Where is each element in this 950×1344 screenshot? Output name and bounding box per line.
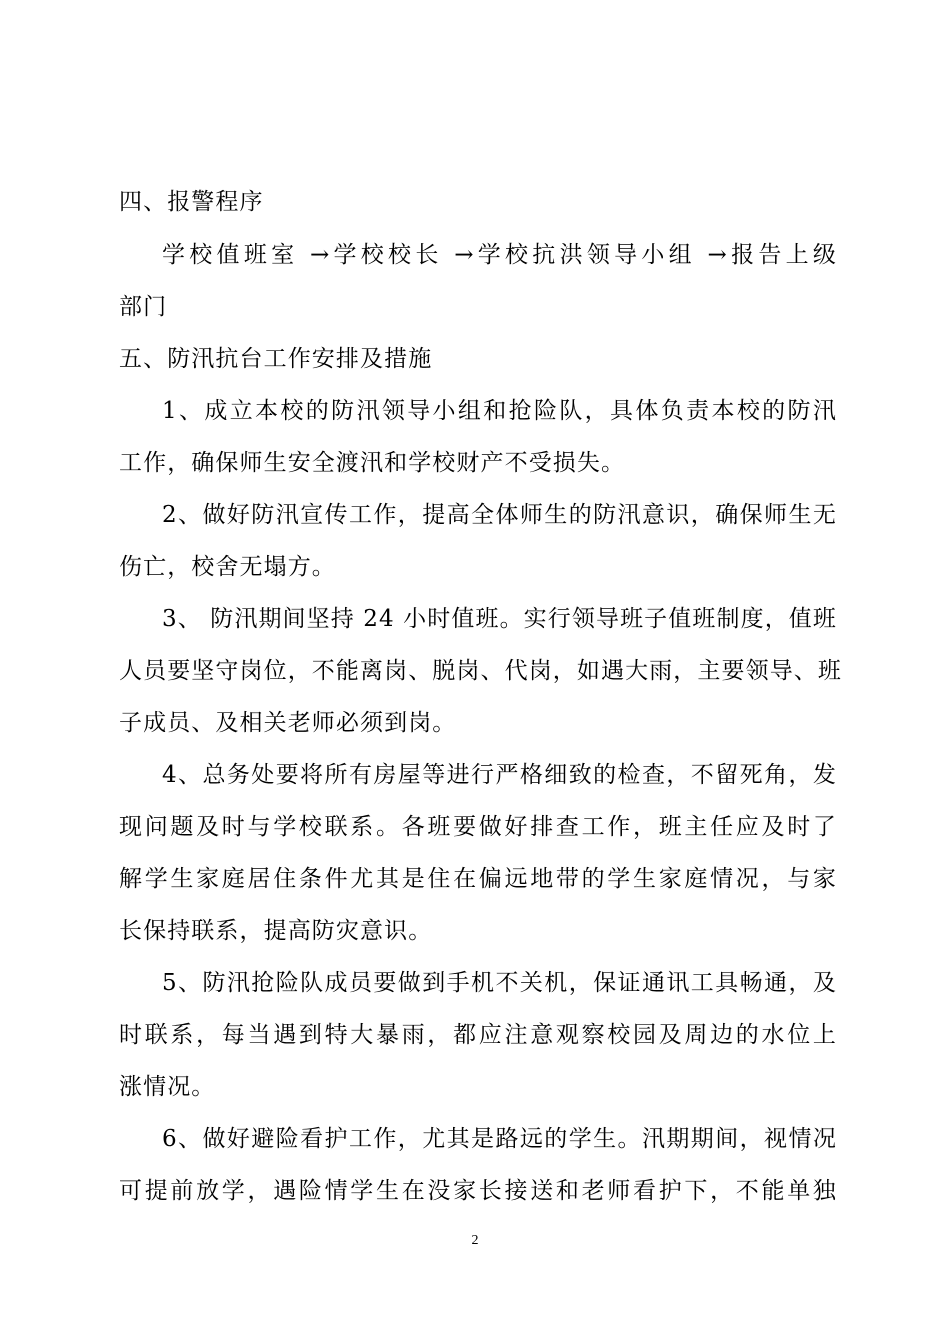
text-line: 伤亡，校舍无塌方。 [119,554,336,580]
text-line: 涨情况。 [119,1074,216,1100]
text-line: 解学生家庭居住条件尤其是住在偏远地带的学生家庭情况，与家 [119,866,837,892]
text-line: 长保持联系，提高防灾意识。 [119,918,433,944]
text-line: 1、成立本校的防汛领导小组和抢险队，具体负责本校的防汛 [162,398,837,424]
text-line: 人员要坚守岗位，不能离岗、脱岗、代岗，如遇大雨，主要领导、班 [119,658,842,684]
alarm-procedure-flow-line: 学校值班室 →学校校长 →学校抗洪领导小组 →报告上级 [162,242,837,268]
text-line: 部门 [119,294,168,320]
page-number: 2 [471,1233,479,1248]
text-line: 工作，确保师生安全渡汛和学校财产不受损失。 [119,450,626,476]
text-line: 4、总务处要将所有房屋等进行严格细致的检查，不留死角，发 [162,762,837,788]
text-line: 5、防汛抢险队成员要做到手机不关机，保证通讯工具畅通，及 [162,970,837,996]
text-line: 时联系，每当遇到特大暴雨，都应注意观察校园及周边的水位上 [119,1022,837,1048]
text-line: 子成员、及相关老师必须到岗。 [119,710,457,736]
text-line: 2、做好防汛宣传工作，提高全体师生的防汛意识，确保师生无 [162,502,837,528]
text-line: 3、 防汛期间坚持 24 小时值班。实行领导班子值班制度，值班 [162,606,837,632]
text-line: 可提前放学，遇险情学生在没家长接送和老师看护下，不能单独 [119,1178,837,1204]
section-heading-flood-measures: 五、防汛抗台工作安排及措施 [119,346,433,372]
text-line: 6、做好避险看护工作，尤其是路远的学生。汛期期间，视情况 [162,1126,837,1152]
text-line: 现问题及时与学校联系。各班要做好排查工作，班主任应及时了 [119,814,837,840]
section-heading-alarm-procedure: 四、报警程序 [119,189,264,215]
